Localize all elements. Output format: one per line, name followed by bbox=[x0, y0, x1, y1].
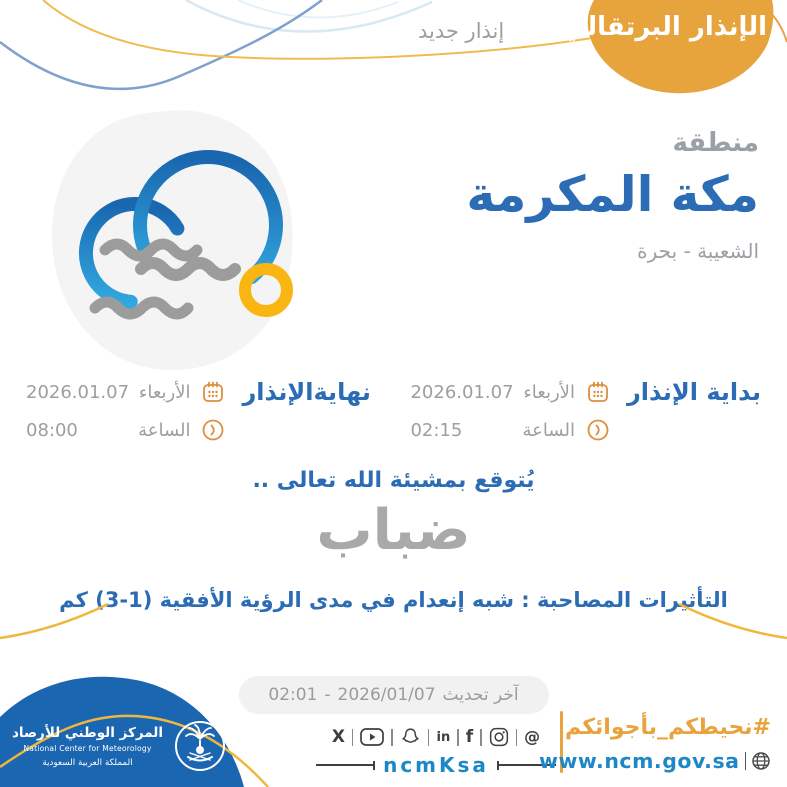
alert-start-day: الأربعاء bbox=[523, 381, 575, 403]
website-row bbox=[539, 749, 771, 773]
hashtag-label: #نحيطكم_بأجوائكم bbox=[564, 715, 771, 740]
alert-start-hour-label: الساعة bbox=[522, 419, 575, 441]
new-alert-label: إنذار جديد bbox=[418, 19, 505, 43]
alert-start-title: بداية الإنذار bbox=[626, 378, 761, 406]
snapchat-icon[interactable] bbox=[400, 727, 421, 747]
ncm-emblem-icon bbox=[173, 719, 227, 773]
last-update-date: 2026/01/07 bbox=[337, 685, 436, 705]
region-subarea: الشعيبة - بحرة bbox=[637, 239, 759, 263]
social-handle-row bbox=[316, 753, 556, 777]
alert-end-block bbox=[26, 378, 371, 442]
last-update-time: 02:01 bbox=[268, 685, 318, 705]
alert-start-block bbox=[410, 378, 761, 442]
alert-end-date: 2026.01.07 bbox=[26, 381, 130, 403]
calendar-icon bbox=[586, 380, 610, 404]
divider bbox=[516, 729, 518, 746]
forecast-intro: يُتوقع بمشيئة الله تعالى .. bbox=[252, 468, 535, 493]
alert-end-title: نهايةالإنذار bbox=[242, 378, 371, 406]
clock-icon bbox=[586, 418, 610, 442]
social-block bbox=[316, 727, 556, 777]
ncm-name-arabic: المركز الوطني للأرصاد bbox=[12, 724, 163, 741]
divider bbox=[745, 752, 747, 770]
last-update-label: آخر تحديث bbox=[442, 685, 519, 705]
ncm-logo-text bbox=[12, 725, 163, 768]
handle-line-left bbox=[316, 764, 375, 766]
forecast-phenomenon: ضباب bbox=[316, 498, 471, 563]
alert-end-time: 08:00 bbox=[26, 419, 78, 441]
forecast-impacts: التأثيرات المصاحبة : شبه إنعدام في مدى الرؤية الأفقية (1-3) كم bbox=[59, 588, 728, 612]
youtube-icon[interactable] bbox=[360, 728, 384, 746]
divider bbox=[391, 729, 393, 746]
social-icons-row bbox=[316, 727, 556, 747]
x-icon[interactable]: X bbox=[331, 726, 345, 747]
divider bbox=[480, 729, 482, 746]
linkedin-icon[interactable]: in bbox=[436, 729, 451, 745]
alert-start-time: 02:15 bbox=[410, 419, 463, 441]
region-kicker: منطقة bbox=[672, 128, 759, 158]
threads-icon[interactable]: @ bbox=[524, 727, 541, 746]
fog-weather-icon bbox=[33, 103, 305, 375]
clock-icon bbox=[201, 418, 225, 442]
instagram-icon[interactable] bbox=[489, 727, 509, 747]
alert-times-row bbox=[0, 378, 787, 442]
globe-icon bbox=[751, 751, 771, 771]
divider bbox=[352, 729, 354, 746]
ncm-name-english: National Center for Meteorology bbox=[23, 743, 152, 753]
divider bbox=[457, 729, 459, 746]
orange-alert-badge bbox=[557, 0, 787, 112]
footer-right-block bbox=[539, 715, 771, 773]
calendar-icon bbox=[201, 380, 225, 404]
alert-level-label: الإنذار البرتقالي bbox=[561, 12, 767, 42]
divider bbox=[428, 729, 430, 746]
social-handle[interactable]: ncmKsa bbox=[383, 753, 489, 777]
region-name: مكة المكرمة bbox=[466, 166, 759, 223]
alert-end-hour-label: الساعة bbox=[138, 419, 191, 441]
alert-start-date: 2026.01.07 bbox=[410, 381, 514, 403]
last-update-separator: - bbox=[324, 685, 331, 705]
alert-end-day: الأربعاء bbox=[138, 381, 191, 403]
region-block bbox=[466, 128, 759, 263]
website-link[interactable]: www.ncm.gov.sa bbox=[539, 749, 740, 773]
facebook-icon[interactable]: f bbox=[465, 726, 474, 747]
ncm-logo bbox=[12, 719, 227, 773]
ncm-country: المملكة العربية السعودية bbox=[42, 757, 133, 768]
